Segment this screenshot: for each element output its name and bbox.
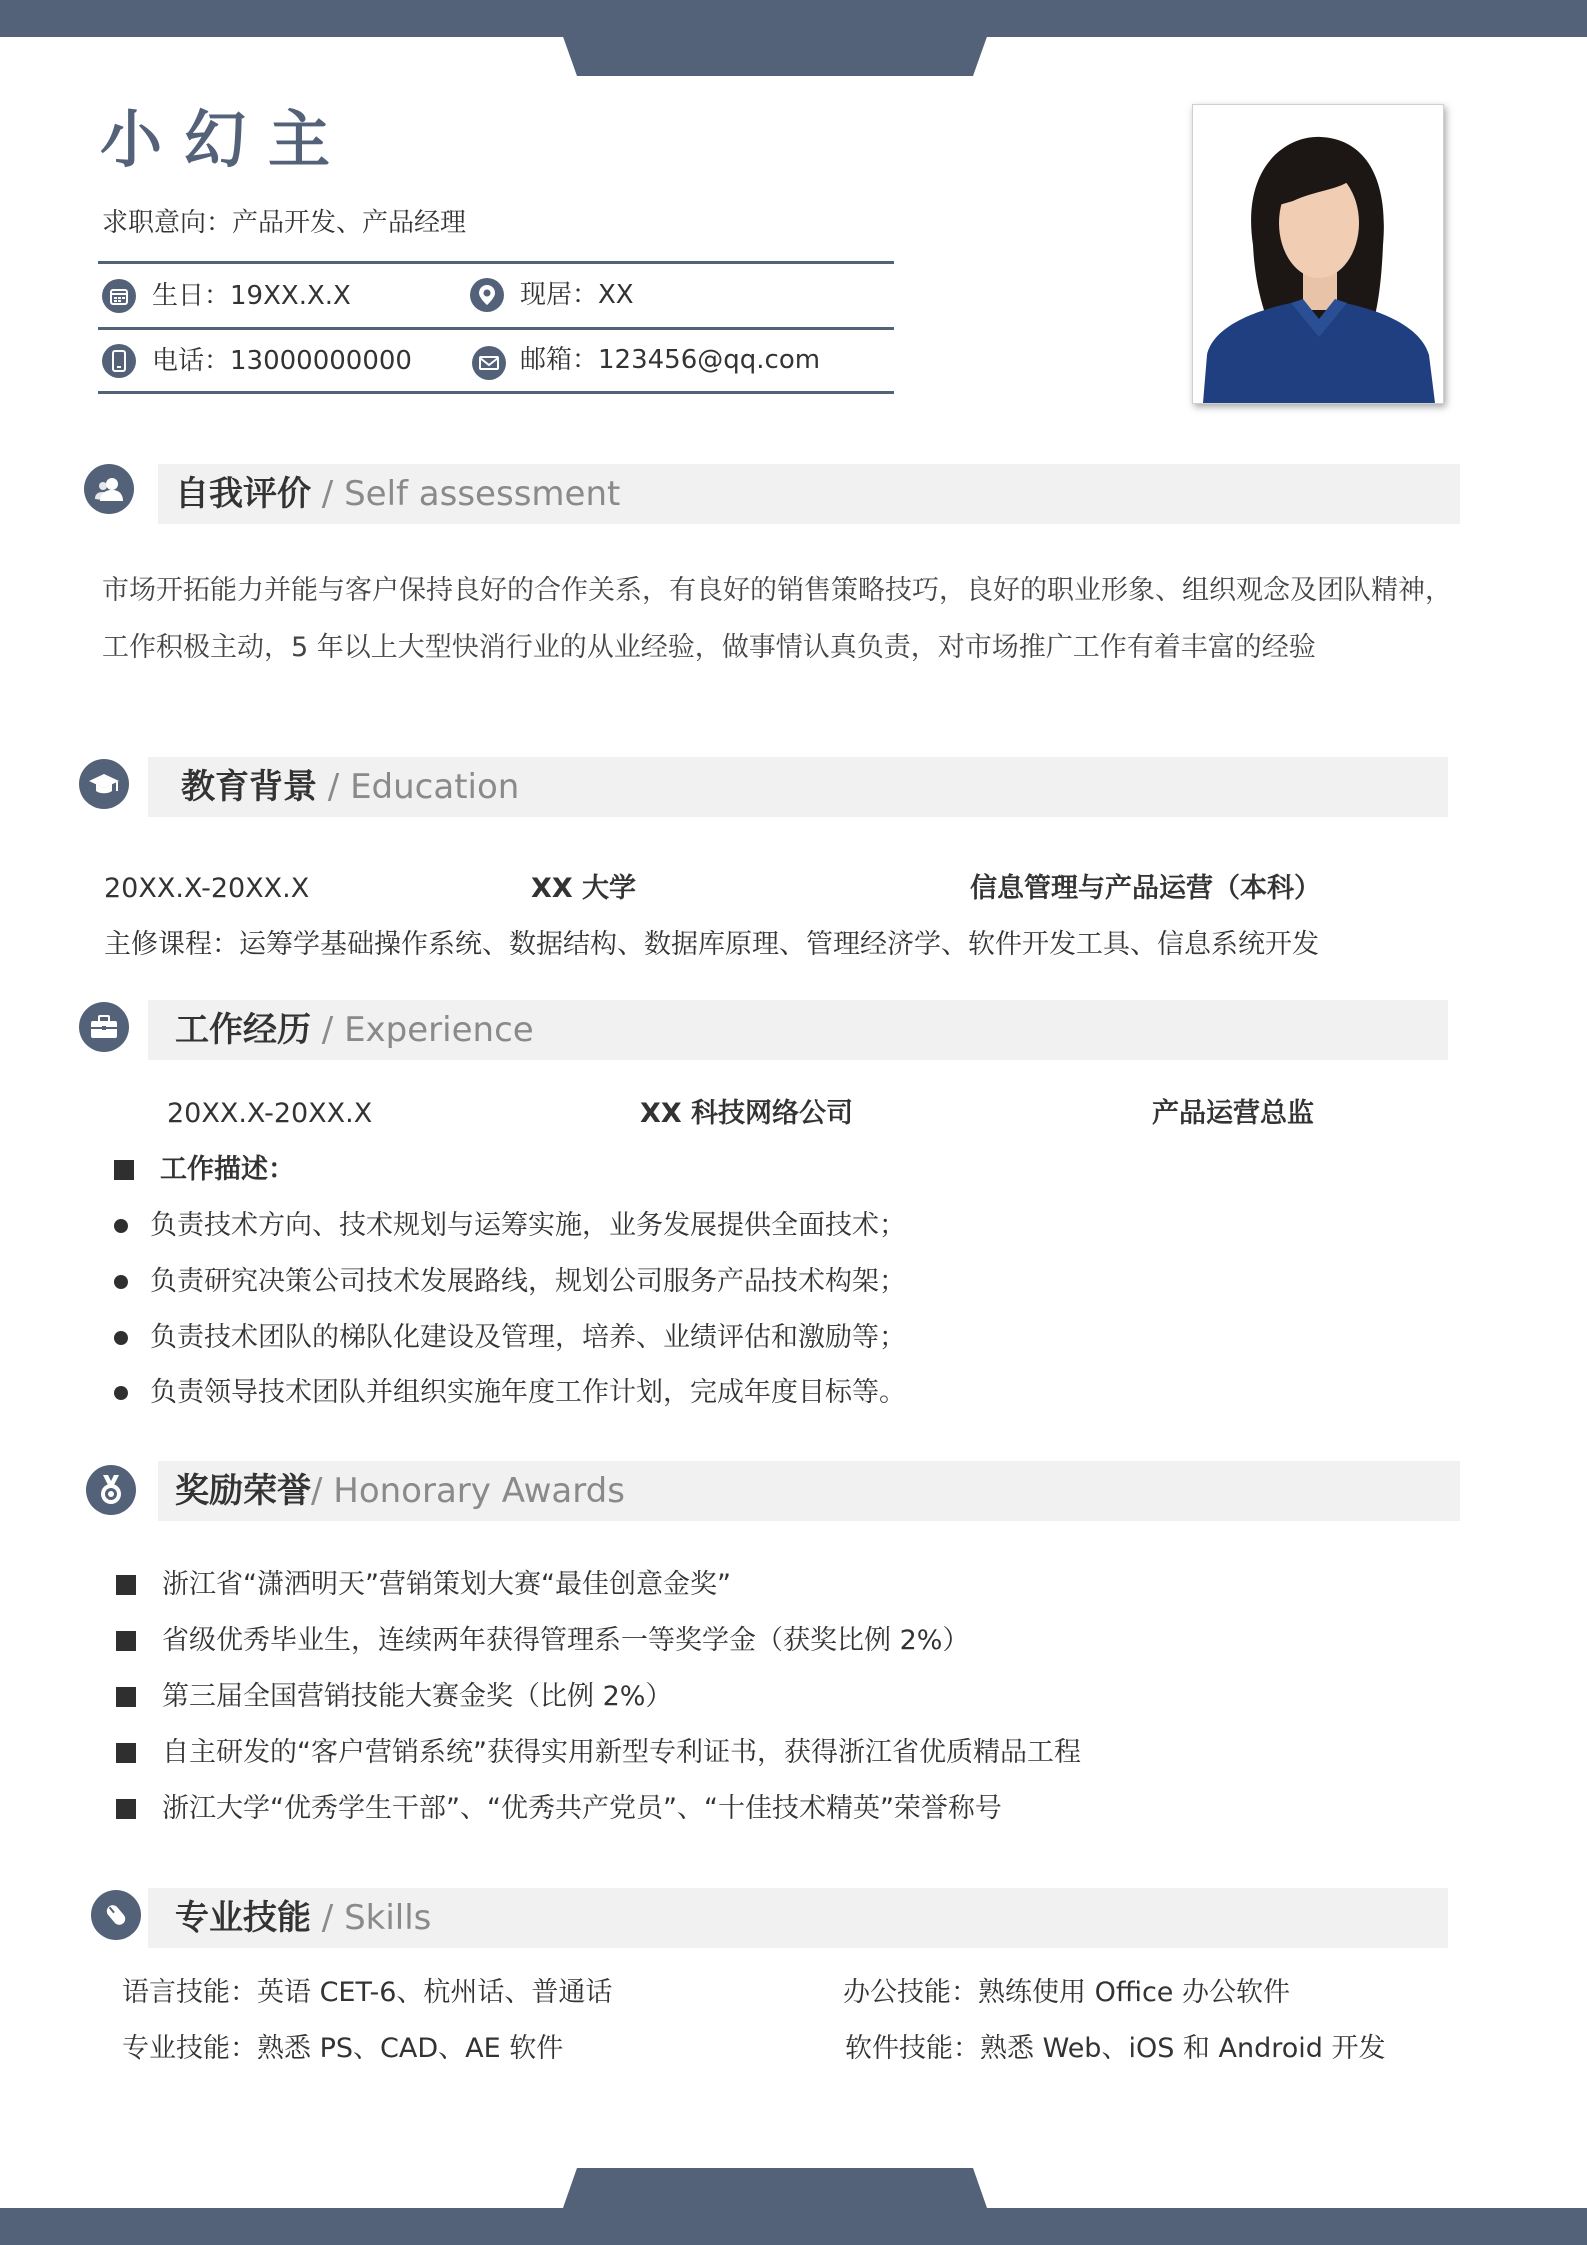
self-assessment-text: 市场开拓能力并能与客户保持良好的合作关系，有良好的销售策略技巧，良好的职业形象、组织观念及团队精神，工作积极主动，5 年以上大型快消行业的从业经验，做事情认真负责，对市场推广工作有着丰富的经验 xyxy=(102,575,1452,663)
skill-software: 软件技能：熟悉 Web、iOS 和 Android 开发 xyxy=(845,2033,1386,2064)
list-item-text: 自主研发的“客户营销系统”获得实用新型专利证书，获得浙江省优质精品工程 xyxy=(162,1737,1081,1768)
bullet-dot-icon xyxy=(114,1331,128,1345)
skill-language: 语言技能：英语 CET-6、杭州话、普通话 xyxy=(122,1977,613,2008)
section-title-zh: 专业技能 xyxy=(175,1898,311,1938)
section-title-en: / Experience xyxy=(311,1010,534,1050)
section-title-zh: 教育背景 xyxy=(181,767,317,807)
divider xyxy=(98,327,894,330)
square-bullet-icon xyxy=(116,1631,136,1651)
phone-icon xyxy=(102,344,136,378)
experience-period: 20XX.X-20XX.X xyxy=(167,1098,373,1129)
work-desc-label-text: 工作描述： xyxy=(160,1154,295,1185)
list-item xyxy=(114,1319,906,1357)
experience-company: XX 科技网络公司 xyxy=(640,1098,854,1129)
list-item xyxy=(116,1678,672,1716)
bullet-dot-icon xyxy=(114,1386,128,1400)
square-bullet-icon xyxy=(116,1687,136,1707)
square-bullet-icon xyxy=(116,1575,136,1595)
list-item-text: 浙江省“潇洒明天”营销策划大赛“最佳创意金奖” xyxy=(162,1569,731,1600)
job-intent: 求职意向：产品开发、产品经理 xyxy=(102,208,467,238)
section-title-self-assessment xyxy=(175,464,620,524)
list-item xyxy=(116,1734,1081,1772)
education-period: 20XX.X-20XX.X xyxy=(104,873,310,904)
divider xyxy=(98,391,894,394)
section-title-zh: 自我评价 xyxy=(175,474,311,514)
section-title-zh: 工作经历 xyxy=(175,1010,311,1050)
list-item-text: 负责研究决策公司技术发展路线，规划公司服务产品技术构架； xyxy=(150,1266,906,1297)
list-item-text: 负责技术团队的梯队化建设及管理，培养、业绩评估和激励等； xyxy=(150,1322,906,1353)
list-item xyxy=(116,1566,731,1604)
medal-icon xyxy=(86,1465,136,1515)
section-title-en: / Education xyxy=(317,767,520,807)
section-title-experience xyxy=(175,1000,534,1060)
list-item xyxy=(114,1263,906,1301)
bullet-dot-icon xyxy=(114,1219,128,1233)
section-title-en: / Self assessment xyxy=(311,474,621,514)
mouse-icon xyxy=(91,1890,141,1940)
section-title-awards xyxy=(175,1461,625,1521)
work-desc-label xyxy=(114,1151,295,1189)
section-title-education xyxy=(181,757,519,817)
list-item xyxy=(114,1374,906,1412)
birthday: 生日：19XX.X.X xyxy=(152,281,351,311)
graduation-cap-icon xyxy=(79,759,129,809)
square-bullet-icon xyxy=(114,1160,134,1180)
list-item xyxy=(116,1622,969,1660)
education-school: XX 大学 xyxy=(531,873,637,904)
profile-photo xyxy=(1192,104,1444,404)
location-icon xyxy=(470,278,504,312)
section-title-en: / Honorary Awards xyxy=(311,1471,625,1511)
bullet-dot-icon xyxy=(114,1275,128,1289)
section-title-en: / Skills xyxy=(311,1898,432,1938)
mail-icon xyxy=(472,346,506,380)
list-item-text: 第三届全国营销技能大赛金奖（比例 2%） xyxy=(162,1681,673,1712)
email: 邮箱：123456@qq.com xyxy=(520,345,821,375)
briefcase-icon xyxy=(79,1002,129,1052)
skill-professional: 专业技能：熟悉 PS、CAD、AE 软件 xyxy=(122,2033,564,2064)
list-item-text: 负责领导技术团队并组织实施年度工作计划，完成年度目标等。 xyxy=(150,1377,906,1408)
list-item xyxy=(116,1790,1002,1828)
section-title-skills xyxy=(175,1888,431,1948)
square-bullet-icon xyxy=(116,1799,136,1819)
phone: 电话：13000000000 xyxy=(152,346,412,376)
experience-position: 产品运营总监 xyxy=(1152,1098,1314,1129)
list-item-text: 负责技术方向、技术规划与运筹实施，业务发展提供全面技术； xyxy=(150,1210,906,1241)
square-bullet-icon xyxy=(116,1743,136,1763)
divider xyxy=(98,261,894,264)
candidate-name: 小幻主 xyxy=(100,103,353,176)
top-decor-tab xyxy=(550,0,1000,76)
skill-office: 办公技能：熟练使用 Office 办公软件 xyxy=(843,1977,1290,2008)
calendar-icon xyxy=(102,279,136,313)
bottom-decor-tab xyxy=(550,2168,1000,2245)
list-item-text: 省级优秀毕业生，连续两年获得管理系一等奖学金（获奖比例 2%） xyxy=(162,1625,970,1656)
residence: 现居：XX xyxy=(520,280,634,310)
user-icon xyxy=(84,464,134,514)
section-title-zh: 奖励荣誉 xyxy=(175,1471,311,1511)
list-item xyxy=(114,1207,906,1245)
education-courses: 主修课程：运筹学基础操作系统、数据结构、数据库原理、管理经济学、软件开发工具、信息系统开发 xyxy=(104,929,1319,960)
education-major: 信息管理与产品运营（本科） xyxy=(970,873,1321,904)
list-item-text: 浙江大学“优秀学生干部”、“优秀共产党员”、“十佳技术精英”荣誉称号 xyxy=(162,1793,1002,1824)
